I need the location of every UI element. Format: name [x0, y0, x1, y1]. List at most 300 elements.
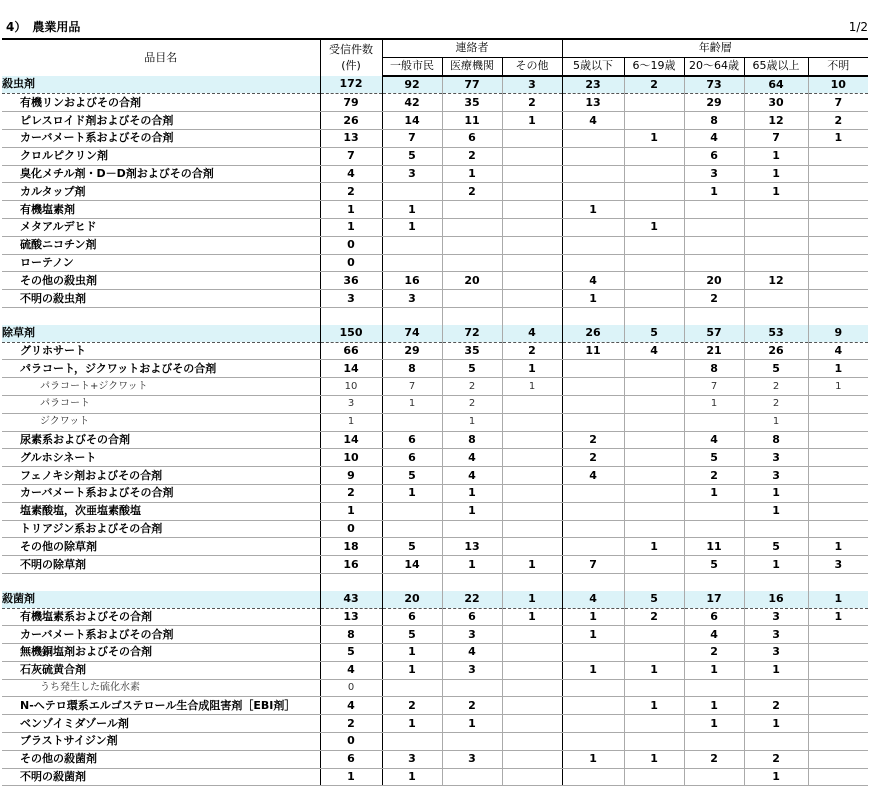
- table-row: [2, 378, 868, 396]
- row-cell: [684, 733, 744, 751]
- row-cell: 16: [744, 591, 808, 608]
- row-name: パラコート+ジクワット: [2, 378, 320, 396]
- row-cell: 1: [502, 556, 562, 574]
- row-name: 不明の殺虫剤: [2, 290, 320, 308]
- row-cell: 1: [808, 129, 868, 147]
- row-cell: [624, 431, 684, 449]
- row-cell: 11: [684, 538, 744, 556]
- row-name: ベンゾイミダゾール剤: [2, 715, 320, 733]
- row-cell: [624, 679, 684, 697]
- row-cell: 1: [684, 715, 744, 733]
- row-cell: [808, 679, 868, 697]
- row-cell: [624, 378, 684, 396]
- row-cell: [502, 201, 562, 219]
- row-cell: [808, 715, 868, 733]
- row-cell: 3: [320, 395, 382, 413]
- row-cell: [624, 236, 684, 254]
- row-name: 有機リンおよびその合剤: [2, 94, 320, 112]
- row-cell: 1: [562, 626, 624, 644]
- row-cell: 10: [808, 76, 868, 94]
- row-cell: [808, 661, 868, 679]
- row-cell: 4: [562, 272, 624, 290]
- table-row: [2, 431, 868, 449]
- row-cell: 72: [442, 325, 502, 342]
- row-cell: 150: [320, 325, 382, 342]
- row-cell: [502, 768, 562, 786]
- row-cell: 0: [320, 254, 382, 272]
- row-cell: 1: [684, 183, 744, 201]
- row-cell: [808, 413, 868, 431]
- row-cell: [808, 183, 868, 201]
- row-cell: 3: [382, 750, 442, 768]
- table-row: [2, 733, 868, 751]
- row-name: 殺虫剤: [2, 76, 320, 94]
- row-cell: [684, 520, 744, 538]
- row-cell: 11: [442, 112, 502, 130]
- row-cell: 1: [744, 556, 808, 574]
- row-name: 殺菌剤: [2, 591, 320, 608]
- row-cell: [744, 290, 808, 308]
- row-cell: [624, 626, 684, 644]
- row-cell: [684, 679, 744, 697]
- row-cell: [382, 236, 442, 254]
- row-cell: 2: [502, 342, 562, 360]
- row-cell: [442, 290, 502, 308]
- row-cell: [808, 201, 868, 219]
- row-cell: [808, 290, 868, 308]
- row-name: 塩素酸塩，次亜塩素酸塩: [2, 502, 320, 520]
- row-cell: 1: [320, 502, 382, 520]
- row-cell: 5: [382, 467, 442, 485]
- row-name: カルタップ剤: [2, 183, 320, 201]
- row-name: フェノキシ剤およびその合剤: [2, 467, 320, 485]
- row-cell: 1: [744, 768, 808, 786]
- row-cell: 4: [562, 112, 624, 130]
- row-cell: [744, 733, 808, 751]
- table-row: [2, 502, 868, 520]
- row-cell: [808, 626, 868, 644]
- table-row: [2, 183, 868, 201]
- row-cell: [808, 165, 868, 183]
- row-cell: 77: [442, 76, 502, 94]
- row-cell: 7: [382, 378, 442, 396]
- row-cell: 3: [808, 556, 868, 574]
- row-cell: 1: [502, 378, 562, 396]
- row-cell: [562, 679, 624, 697]
- row-cell: 26: [562, 325, 624, 342]
- row-name: カーバメート系およびその合剤: [2, 626, 320, 644]
- row-cell: [562, 484, 624, 502]
- row-cell: 2: [744, 697, 808, 715]
- row-cell: 14: [382, 556, 442, 574]
- row-cell: [624, 644, 684, 662]
- row-cell: [624, 573, 684, 590]
- header-contact-other: その他: [502, 57, 562, 75]
- row-cell: 1: [442, 484, 502, 502]
- row-cell: [562, 413, 624, 431]
- header-age-group: 年齢層: [562, 39, 868, 57]
- row-cell: [562, 378, 624, 396]
- row-cell: [624, 147, 684, 165]
- table-row: [2, 395, 868, 413]
- row-cell: 42: [382, 94, 442, 112]
- row-cell: 6: [684, 608, 744, 626]
- row-cell: [502, 290, 562, 308]
- row-cell: [382, 254, 442, 272]
- row-cell: [502, 431, 562, 449]
- row-cell: [624, 733, 684, 751]
- row-name: 臭化メチル剤・D－D剤およびその合剤: [2, 165, 320, 183]
- row-cell: 79: [320, 94, 382, 112]
- row-cell: [502, 697, 562, 715]
- row-cell: [624, 449, 684, 467]
- row-cell: 7: [320, 147, 382, 165]
- row-cell: [502, 218, 562, 236]
- row-cell: 2: [684, 750, 744, 768]
- row-cell: [382, 413, 442, 431]
- row-cell: [442, 236, 502, 254]
- row-cell: 29: [684, 94, 744, 112]
- row-cell: 74: [382, 325, 442, 342]
- row-cell: [684, 218, 744, 236]
- row-cell: [502, 679, 562, 697]
- row-cell: 4: [808, 342, 868, 360]
- row-cell: 1: [382, 644, 442, 662]
- row-cell: 1: [624, 218, 684, 236]
- row-cell: [502, 307, 562, 324]
- row-cell: [562, 165, 624, 183]
- row-cell: [624, 307, 684, 324]
- row-cell: [624, 715, 684, 733]
- table-row: [2, 218, 868, 236]
- row-cell: [624, 360, 684, 378]
- row-cell: 5: [442, 360, 502, 378]
- row-cell: 6: [442, 608, 502, 626]
- category-row: [2, 325, 868, 342]
- row-cell: [562, 218, 624, 236]
- table-row: [2, 94, 868, 112]
- row-cell: [502, 733, 562, 751]
- row-cell: 2: [442, 147, 502, 165]
- row-cell: 6: [442, 129, 502, 147]
- row-cell: 1: [624, 750, 684, 768]
- table-row: [2, 768, 868, 786]
- row-cell: [624, 112, 684, 130]
- row-cell: [502, 520, 562, 538]
- table-row: [2, 608, 868, 626]
- row-cell: [442, 254, 502, 272]
- row-cell: 1: [808, 608, 868, 626]
- row-cell: 20: [684, 272, 744, 290]
- header-age-unknown: 不明: [808, 57, 868, 75]
- row-cell: 1: [624, 661, 684, 679]
- row-name: カーバメート系およびその合剤: [2, 129, 320, 147]
- row-cell: [624, 183, 684, 201]
- header-age-20-64: 20～64歳: [684, 57, 744, 75]
- row-name: 有機塩素系およびその合剤: [2, 608, 320, 626]
- header-age-under5: 5歳以下: [562, 57, 624, 75]
- row-cell: 1: [562, 608, 624, 626]
- row-cell: [684, 502, 744, 520]
- row-cell: 1: [320, 201, 382, 219]
- row-cell: 3: [684, 165, 744, 183]
- table-row: [2, 254, 868, 272]
- row-name: その他の除草剤: [2, 538, 320, 556]
- row-cell: [684, 236, 744, 254]
- row-cell: [744, 520, 808, 538]
- row-cell: 3: [744, 626, 808, 644]
- row-name: [2, 307, 320, 324]
- table-row: [2, 484, 868, 502]
- row-cell: 1: [502, 112, 562, 130]
- row-cell: [744, 573, 808, 590]
- row-cell: [562, 307, 624, 324]
- row-cell: [502, 626, 562, 644]
- row-cell: [808, 644, 868, 662]
- row-cell: 1: [442, 715, 502, 733]
- row-cell: 8: [320, 626, 382, 644]
- row-cell: [502, 573, 562, 590]
- row-cell: 1: [442, 165, 502, 183]
- row-cell: [624, 413, 684, 431]
- row-cell: [562, 360, 624, 378]
- row-cell: [808, 467, 868, 485]
- row-cell: 6: [684, 147, 744, 165]
- row-cell: 1: [442, 413, 502, 431]
- row-cell: 1: [808, 538, 868, 556]
- header-count: [320, 39, 382, 76]
- table-row: [2, 750, 868, 768]
- row-cell: [624, 520, 684, 538]
- row-cell: [684, 307, 744, 324]
- row-cell: [808, 502, 868, 520]
- row-name: 石灰硫黄合剤: [2, 661, 320, 679]
- row-cell: 11: [562, 342, 624, 360]
- row-cell: 43: [320, 591, 382, 608]
- header-item-name: 品目名: [2, 39, 320, 76]
- row-cell: 1: [808, 591, 868, 608]
- row-cell: [624, 556, 684, 574]
- row-name: 有機塩素剤: [2, 201, 320, 219]
- row-cell: [744, 236, 808, 254]
- row-cell: 17: [684, 591, 744, 608]
- row-cell: [442, 201, 502, 219]
- row-cell: [808, 395, 868, 413]
- row-name: [2, 573, 320, 590]
- row-cell: [624, 290, 684, 308]
- row-cell: 20: [442, 272, 502, 290]
- row-cell: 4: [442, 467, 502, 485]
- row-cell: 10: [320, 449, 382, 467]
- section-title: 4） 農業用品: [6, 20, 81, 34]
- row-cell: [624, 768, 684, 786]
- row-cell: 1: [382, 715, 442, 733]
- row-cell: 18: [320, 538, 382, 556]
- row-name: ピレスロイド剤およびその合剤: [2, 112, 320, 130]
- row-cell: [502, 538, 562, 556]
- row-cell: 4: [320, 661, 382, 679]
- row-cell: [320, 307, 382, 324]
- row-cell: [442, 520, 502, 538]
- row-cell: 1: [684, 484, 744, 502]
- row-cell: 8: [684, 112, 744, 130]
- row-cell: 16: [320, 556, 382, 574]
- row-cell: [562, 538, 624, 556]
- row-cell: 2: [442, 395, 502, 413]
- table-row: [2, 147, 868, 165]
- row-cell: [382, 520, 442, 538]
- table-row: [2, 644, 868, 662]
- row-name: パラコート: [2, 395, 320, 413]
- row-cell: [502, 129, 562, 147]
- row-name: トリアジン系およびその合剤: [2, 520, 320, 538]
- row-cell: [562, 715, 624, 733]
- row-cell: [382, 183, 442, 201]
- row-cell: 3: [502, 76, 562, 94]
- row-cell: 3: [382, 165, 442, 183]
- row-cell: 1: [808, 378, 868, 396]
- row-cell: 2: [562, 431, 624, 449]
- table-row: [2, 679, 868, 697]
- row-cell: 5: [744, 360, 808, 378]
- table-row: [2, 715, 868, 733]
- row-cell: [684, 573, 744, 590]
- row-cell: 5: [684, 556, 744, 574]
- row-cell: 53: [744, 325, 808, 342]
- row-cell: 1: [624, 129, 684, 147]
- table-row: [2, 661, 868, 679]
- row-cell: [808, 449, 868, 467]
- row-cell: 7: [684, 378, 744, 396]
- row-cell: [382, 733, 442, 751]
- row-cell: 1: [382, 484, 442, 502]
- row-cell: 13: [320, 608, 382, 626]
- row-name: グリホサート: [2, 342, 320, 360]
- row-cell: [624, 395, 684, 413]
- row-name: 尿素系およびその合剤: [2, 431, 320, 449]
- row-cell: 0: [320, 520, 382, 538]
- table-row: [2, 165, 868, 183]
- row-cell: 1: [744, 484, 808, 502]
- row-cell: [684, 201, 744, 219]
- row-cell: 1: [320, 218, 382, 236]
- row-cell: [624, 201, 684, 219]
- row-cell: 26: [744, 342, 808, 360]
- row-cell: [442, 307, 502, 324]
- row-cell: 3: [320, 290, 382, 308]
- row-cell: 2: [624, 608, 684, 626]
- row-cell: [624, 272, 684, 290]
- row-cell: 7: [562, 556, 624, 574]
- row-cell: 172: [320, 76, 382, 94]
- row-cell: 0: [320, 236, 382, 254]
- row-cell: 57: [684, 325, 744, 342]
- row-cell: 1: [684, 395, 744, 413]
- row-cell: 1: [624, 697, 684, 715]
- row-name: クロルピクリン剤: [2, 147, 320, 165]
- row-cell: 1: [502, 360, 562, 378]
- row-cell: [684, 254, 744, 272]
- row-name: 不明の殺菌剤: [2, 768, 320, 786]
- row-cell: [562, 502, 624, 520]
- row-name: 除草剤: [2, 325, 320, 342]
- row-cell: [382, 307, 442, 324]
- row-cell: 1: [382, 768, 442, 786]
- row-cell: 1: [562, 661, 624, 679]
- row-cell: 2: [562, 449, 624, 467]
- row-cell: [502, 661, 562, 679]
- row-cell: 66: [320, 342, 382, 360]
- table-row: [2, 342, 868, 360]
- row-cell: 8: [744, 431, 808, 449]
- row-cell: 3: [744, 449, 808, 467]
- spacer-row: [2, 573, 868, 590]
- row-cell: [744, 201, 808, 219]
- row-cell: 92: [382, 76, 442, 94]
- row-cell: [502, 272, 562, 290]
- table-row: [2, 697, 868, 715]
- row-cell: 1: [320, 768, 382, 786]
- row-cell: 1: [562, 290, 624, 308]
- row-cell: 6: [382, 449, 442, 467]
- row-cell: [684, 768, 744, 786]
- row-name: カーバメート系およびその合剤: [2, 484, 320, 502]
- row-cell: 1: [684, 697, 744, 715]
- row-cell: 5: [320, 644, 382, 662]
- row-cell: [442, 679, 502, 697]
- header-contact-medical: 医療機関: [442, 57, 502, 75]
- row-cell: 9: [320, 467, 382, 485]
- row-cell: 2: [382, 697, 442, 715]
- row-cell: 4: [320, 165, 382, 183]
- row-cell: [502, 484, 562, 502]
- row-cell: [502, 449, 562, 467]
- row-cell: 1: [502, 591, 562, 608]
- row-cell: [442, 573, 502, 590]
- row-cell: [502, 236, 562, 254]
- row-cell: 14: [320, 360, 382, 378]
- row-cell: [808, 254, 868, 272]
- row-cell: 26: [320, 112, 382, 130]
- row-cell: [562, 733, 624, 751]
- row-cell: [502, 413, 562, 431]
- row-cell: 1: [744, 147, 808, 165]
- row-cell: 21: [684, 342, 744, 360]
- row-cell: 35: [442, 342, 502, 360]
- row-cell: 4: [684, 129, 744, 147]
- table-row: [2, 129, 868, 147]
- row-cell: 14: [382, 112, 442, 130]
- row-cell: [624, 165, 684, 183]
- row-cell: 13: [562, 94, 624, 112]
- row-cell: 13: [442, 538, 502, 556]
- row-cell: 4: [684, 431, 744, 449]
- header-contact-citizen: 一般市民: [382, 57, 442, 75]
- row-cell: 5: [684, 449, 744, 467]
- row-cell: 2: [744, 395, 808, 413]
- row-cell: [744, 679, 808, 697]
- row-cell: [808, 218, 868, 236]
- row-cell: 1: [502, 608, 562, 626]
- row-cell: 1: [744, 661, 808, 679]
- header-count-label: 受信件数 (件): [329, 42, 373, 72]
- table-row: [2, 201, 868, 219]
- row-cell: 14: [320, 431, 382, 449]
- row-cell: [808, 520, 868, 538]
- row-cell: [624, 94, 684, 112]
- row-cell: 1: [382, 201, 442, 219]
- row-cell: [502, 165, 562, 183]
